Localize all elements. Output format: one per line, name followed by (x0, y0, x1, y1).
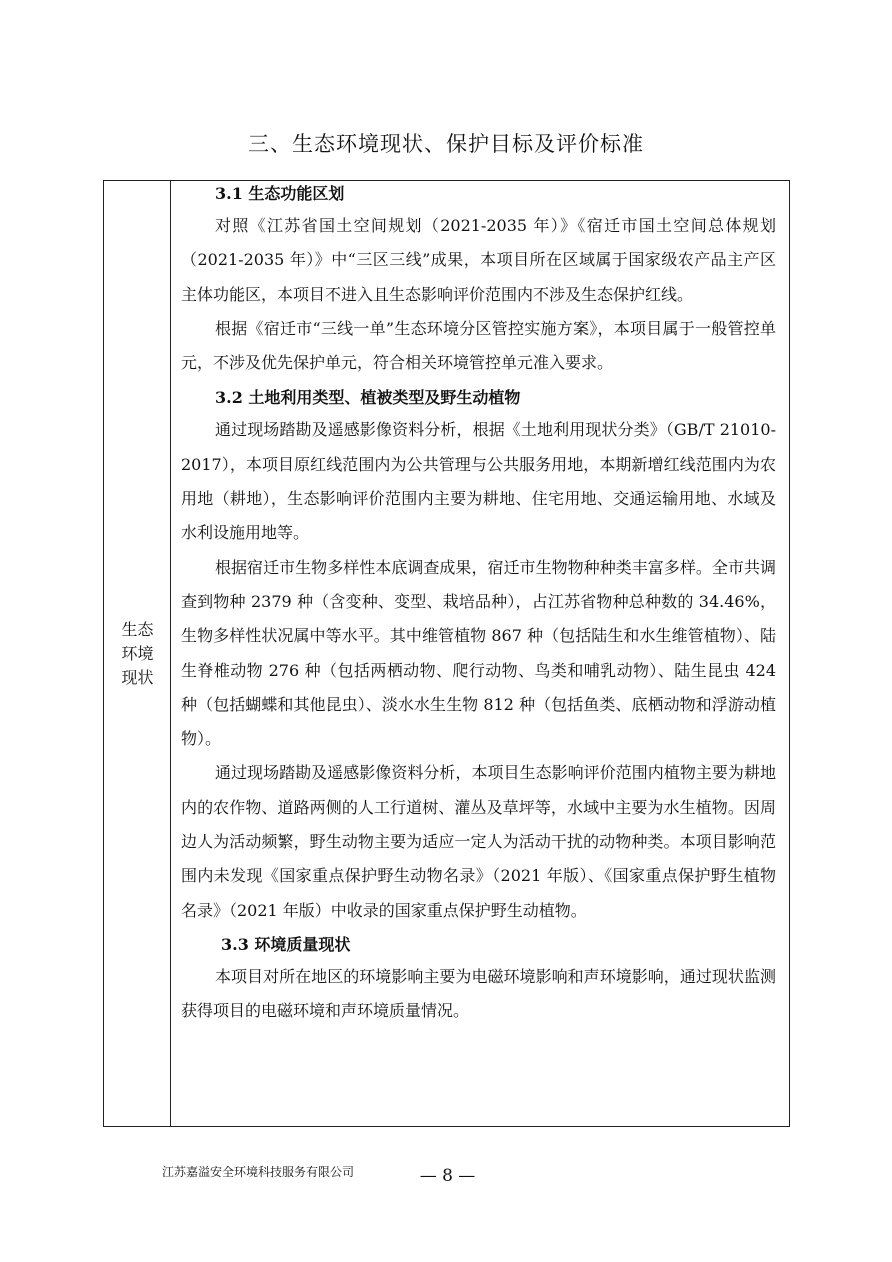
paragraph: 根据宿迁市生物多样性本底调查成果，宿迁市生物物种种类丰富多样。全市共调查到物种 2379 种（含变种、变型、栽培品种），占江苏省物种总种数的 34.46%，生物多样性状况属中等水平。其中维管植物 867 种（包括陆生和水生维管植物）、陆生脊椎动物 276 种（包括两栖动物、爬行动物、鸟类和哺乳动物）、陆生昆虫 424 种（包括蝴蝶和其他昆虫）、淡水水生生物 812 种（包括鱼类、底栖动物和浮游动植物）。 (181, 557, 776, 749)
page-number: — 8 — (419, 1166, 476, 1186)
row-label-line: 环境 (121, 644, 154, 663)
content-table (103, 180, 790, 1127)
paragraph: 通过现场踏勘及遥感影像资料分析，本项目生态影响评价范围内植物主要为耕地内的农作物、道路两侧的人工行道树、灌丛及草坪等，水域中主要为水生植物。因周边人为活动频繁，野生动物主要为适应一定人为活动干扰的动物种类。本项目影响范围内未发现《国家重点保护野生动物名录》（2021 年版）、《国家重点保护野生植物名录》（2021 年版）中收录的国家重点保护野生动植物。 (181, 763, 776, 920)
row-label-cell (104, 181, 171, 1126)
paragraph: 本项目对所在地区的环境影响主要为电磁环境影响和声环境影响，通过现状监测获得项目的电磁环境和声环境质量情况。 (181, 966, 776, 1021)
footer-company-name: 江苏嘉溢安全环境科技服务有限公司 (162, 1165, 355, 1179)
section-heading-3-3: 3.3 环境质量现状 (221, 934, 351, 954)
paragraph: 根据《宿迁市“三线一单”生态环境分区管控实施方案》，本项目属于一般管控单元，不涉及优先保护单元，符合相关环境管控单元准入要求。 (181, 318, 776, 373)
row-label-line: 生态 (121, 620, 154, 639)
paragraph: 通过现场踏勘及遥感影像资料分析，根据《土地利用现状分类》（GB/T 21010-2017），本项目原红线范围内为公共管理与公共服务用地，本期新增红线范围内为农用地（耕地），生态影响评价范围内主要为耕地、住宅用地、交通运输用地、水域及水利设施用地等。 (181, 420, 776, 543)
section-heading-3-1: 3.1 生态功能区划 (215, 184, 345, 203)
content-cell (171, 181, 788, 1126)
row-label (104, 618, 171, 690)
section-heading-3-2: 3.2 土地利用类型、植被类型及野生动植物 (215, 388, 521, 408)
page-title: 三、生态环境现状、保护目标及评价标准 (248, 132, 644, 156)
paragraph: 对照《江苏省国土空间规划（2021-2035 年）》《宿迁市国土空间总体规划（2021-2035 年）》中“三区三线”成果，本项目所在区域属于国家级农产品主产区主体功能区，本项目不进入且生态影响评价范围内不涉及生态保护红线。 (181, 216, 776, 304)
row-label-line: 现状 (121, 668, 154, 687)
